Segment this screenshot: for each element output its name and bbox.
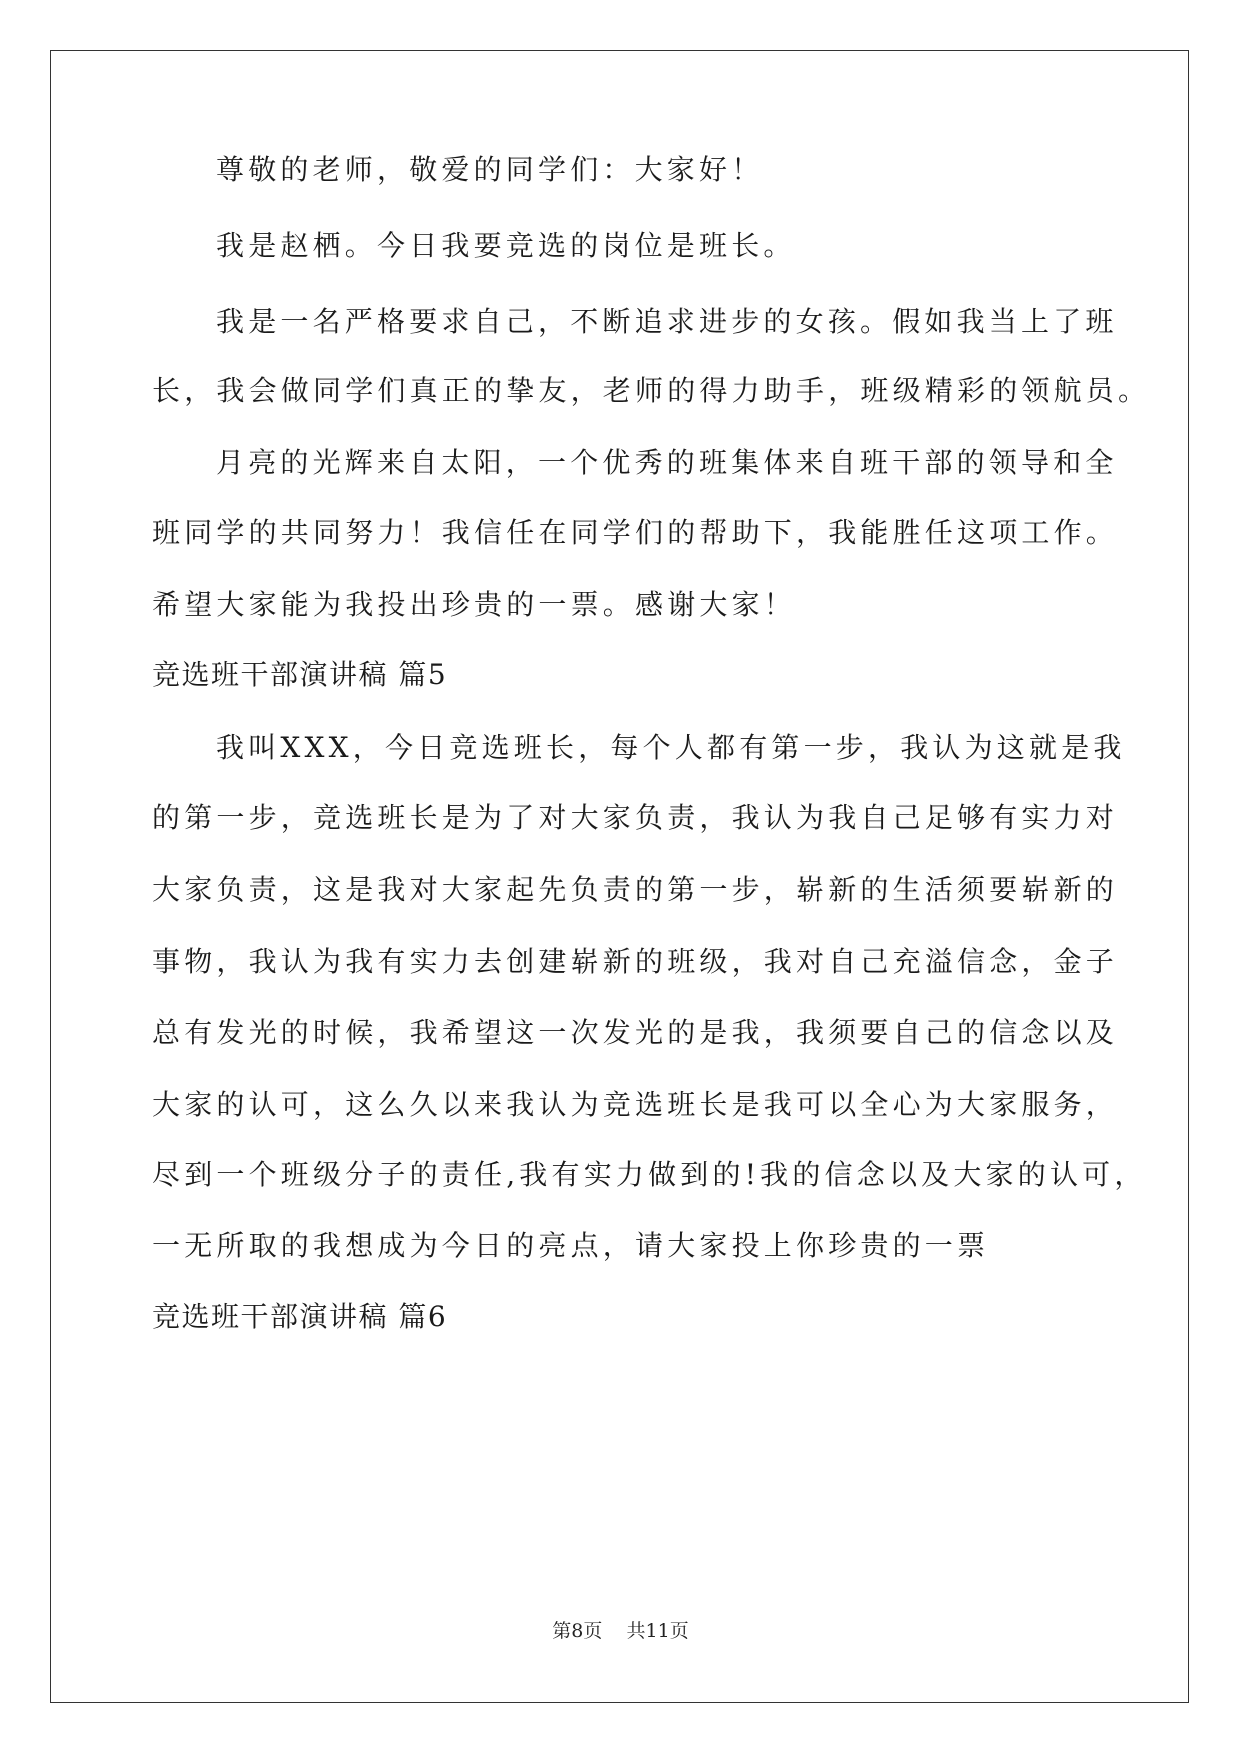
- paragraph-line: 总有发光的时候，我希望这一次发光的是我，我须要自己的信念以及: [152, 1016, 1119, 1049]
- paragraph-line: 事物，我认为我有实力去创建崭新的班级，我对自己充溢信念，金子: [152, 945, 1119, 978]
- paragraph-line: 我是赵栖。今日我要竞选的岗位是班长。: [216, 229, 796, 262]
- paragraph-line: 大家负责，这是我对大家起先负责的第一步，崭新的生活须要崭新的: [152, 873, 1119, 906]
- paragraph-line: 一无所取的我想成为今日的亮点，请大家投上你珍贵的一票: [152, 1229, 990, 1262]
- paragraph-line: 尽到一个班级分子的责任,我有实力做到的!我的信念以及大家的认可，: [152, 1158, 1147, 1191]
- paragraph-line: 长，我会做同学们真正的挚友，老师的得力助手，班级精彩的领航员。: [152, 374, 1151, 407]
- section-heading: 竞选班干部演讲稿 篇5: [152, 658, 448, 691]
- paragraph-line: 班同学的共同努力！我信任在同学们的帮助下，我能胜任这项工作。: [152, 516, 1119, 549]
- paragraph-line: 我叫XXX，今日竞选班长，每个人都有第一步，我认为这就是我: [216, 731, 1126, 764]
- paragraph-line: 我是一名严格要求自己，不断追求进步的女孩。假如我当上了班: [216, 305, 1118, 338]
- paragraph-line: 大家的认可，这么久以来我认为竞选班长是我可以全心为大家服务，: [152, 1088, 1119, 1121]
- paragraph-line: 希望大家能为我投出珍贵的一票。感谢大家！: [152, 588, 797, 621]
- paragraph-line: 的第一步，竞选班长是为了对大家负责，我认为我自己足够有实力对: [152, 801, 1119, 834]
- paragraph-line: 月亮的光辉来自太阳，一个优秀的班集体来自班干部的领导和全: [216, 446, 1118, 479]
- section-heading: 竞选班干部演讲稿 篇6: [152, 1300, 448, 1333]
- page-footer: 第8页 共11页: [552, 1620, 689, 1642]
- paragraph-line: 尊敬的老师，敬爱的同学们：大家好！: [216, 153, 764, 186]
